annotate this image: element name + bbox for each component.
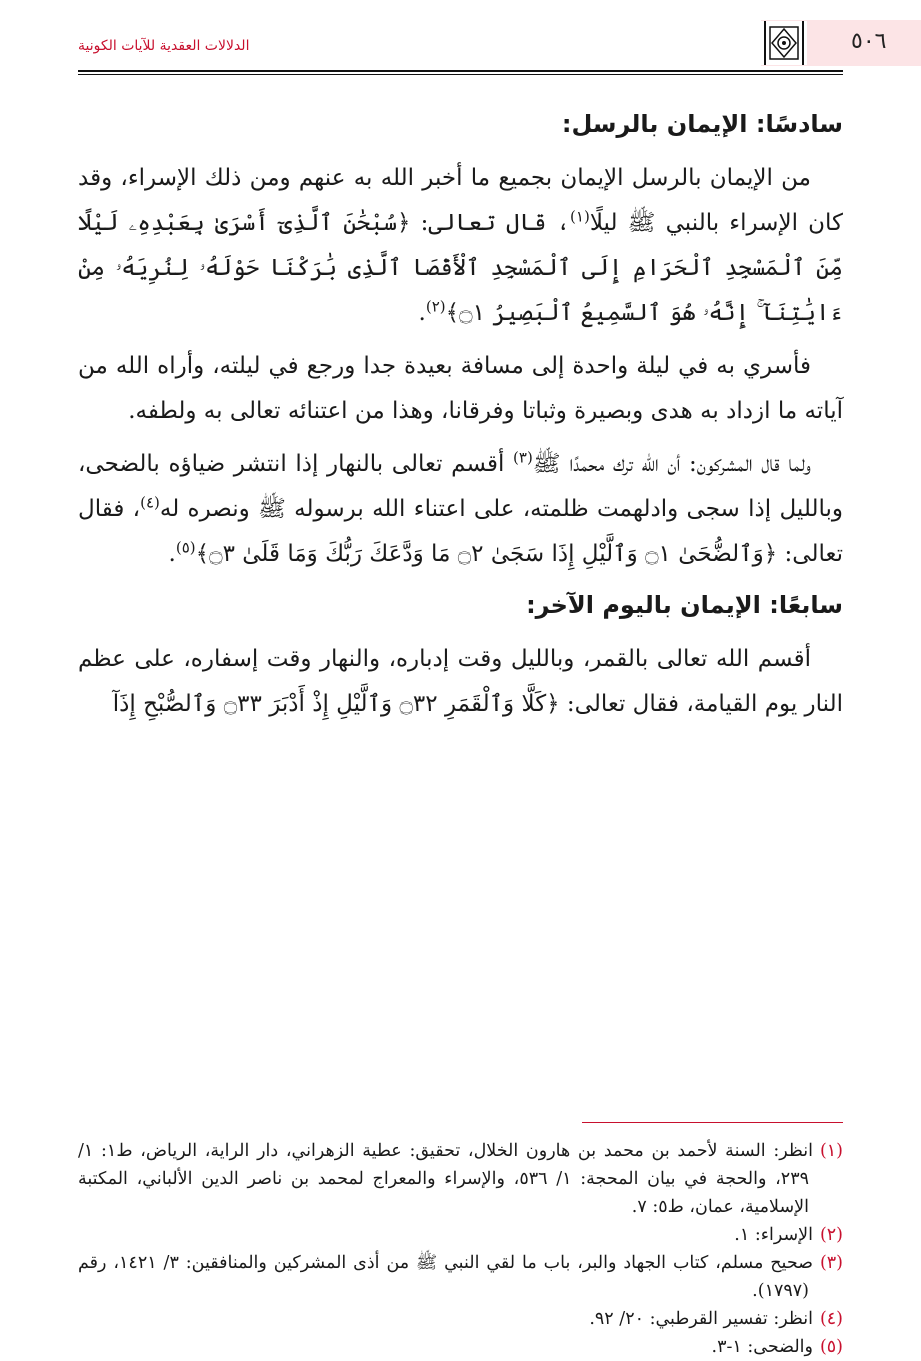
running-title: الدلالات العقدية للآيات الكونية <box>78 38 250 54</box>
footnote-text: انظر: تفسير القرطبي: ٢٠/ ٩٢. <box>589 1309 813 1329</box>
paragraph-text: أقسم الله تعالى بالقمر، وبالليل وقت إدباره، والنهار وقت إسفاره، على عظم النار يوم القيامة، فقال تعالى: ﴿كَلَّا وَٱلْقَمَرِ ۝٣٢ وَٱلَّيْلِ إِذْ أَدْبَرَ ۝٣٣ وَٱلصُّبْحِ إِذَآ <box>78 646 843 717</box>
footnote <box>78 1333 843 1361</box>
paragraph-text: فأسري به في ليلة واحدة إلى مسافة بعيدة جدا ورجع في ليلته، وأراه الله من آياته ما ازداد به هدى وبصيرة وثباتا وفرقانا، وهذا من اعتنائه تعالى به ولطفه. <box>78 353 843 424</box>
section-heading: سادسًا: الإيمان بالرسل: <box>561 110 843 138</box>
page-number: ٥٠٦ <box>851 29 887 54</box>
paragraph <box>78 637 843 727</box>
footnote-text: الإسراء: ١. <box>734 1225 813 1245</box>
footnote-ref[interactable]: (٢) <box>425 297 446 316</box>
footnote-number: (٢) <box>819 1225 843 1245</box>
paragraph-text: . <box>418 300 426 326</box>
paragraph-text: ولما قال المشركون: أن الله ترك محمدًا ﷺ <box>532 451 812 477</box>
footnote-ref[interactable]: (٥) <box>175 538 196 557</box>
footnote-ref[interactable]: (٤) <box>140 493 160 512</box>
footnote <box>78 1137 843 1221</box>
paragraph-text: ، قال تعالى: ﴿سُبْحَٰنَ ٱلَّذِىٓ أَسْرَىٰ بِعَبْدِهِۦ لَيْلًا مِّنَ ٱلْمَسْجِدِ ٱلْحَرَامِ إِلَى ٱلْمَسْجِدِ ٱلْأَقْصَا ٱلَّذِى بَٰرَكْنَا حَوْلَهُۥ لِنُرِيَهُۥ مِنْ ءَايَٰتِنَآ ۚ إِنَّهُۥ هُوَ ٱلسَّمِيعُ ٱلْبَصِيرُ ۝١﴾ <box>78 210 843 326</box>
paragraph <box>78 344 843 434</box>
section-heading: سابعًا: الإيمان باليوم الآخر: <box>526 591 843 619</box>
main-text <box>78 96 843 735</box>
paragraph <box>78 156 843 336</box>
footnote <box>78 1249 843 1305</box>
footnote-number: (١) <box>819 1141 843 1161</box>
footnote-ref[interactable]: (١) <box>570 207 590 226</box>
footnote-number: (٥) <box>819 1337 843 1357</box>
footnote-text: والضحى: ١-٣. <box>711 1337 813 1357</box>
footnote-ref[interactable]: (٣) <box>513 448 533 467</box>
ornament-icon <box>761 21 807 65</box>
paragraph-text: . <box>168 541 176 567</box>
footnote <box>78 1221 843 1249</box>
page-header <box>78 20 887 70</box>
header-rule <box>78 70 843 72</box>
paragraph-text: ، فقال تعالى: ﴿وَٱلضُّحَىٰ ۝١ وَٱلَّيْلِ إِذَا سَجَىٰ ۝٢ مَا وَدَّعَكَ رَبُّكَ وَمَا قَلَىٰ ۝٣﴾ <box>78 496 843 567</box>
footnote <box>78 1305 843 1333</box>
footnote-text: صحيح مسلم، كتاب الجهاد والبر، باب ما لقي النبي ﷺ من أذى المشركين والمنافقين: ٣/ ١٤٢١، رقم (١٧٩٧). <box>78 1253 813 1301</box>
paragraph-text: أقسم تعالى بالنهار إذا انتشر ضياؤه بالضحى، وبالليل إذا سجى وادلهمت ظلمته، على اعتناء الله برسوله ﷺ ونصره له <box>78 451 843 522</box>
footnote-number: (٤) <box>819 1309 843 1329</box>
paragraph <box>78 442 843 577</box>
footnote-rule <box>582 1122 843 1123</box>
footnote-text: انظر: السنة لأحمد بن محمد بن هارون الخلال، تحقيق: عطية الزهراني، دار الراية، الرياض، ط١: ١/ ٢٣٩، والحجة في بيان المحجة: ١/ ٥٣٦، والإسراء والمعراج لمحمد بن ناصر الدين الألباني، المكتبة الإسلامية، عمان، ط٥: ٧. <box>78 1141 813 1217</box>
header-rule-thin <box>78 74 843 75</box>
footnote-number: (٣) <box>819 1253 843 1273</box>
paragraph-text: من الإيمان بالرسل الإيمان بجميع ما أخبر الله به عنهم ومن ذلك الإسراء، وقد كان الإسراء بالنبي ﷺ ليلًا <box>78 165 843 236</box>
footnotes <box>78 1137 843 1361</box>
